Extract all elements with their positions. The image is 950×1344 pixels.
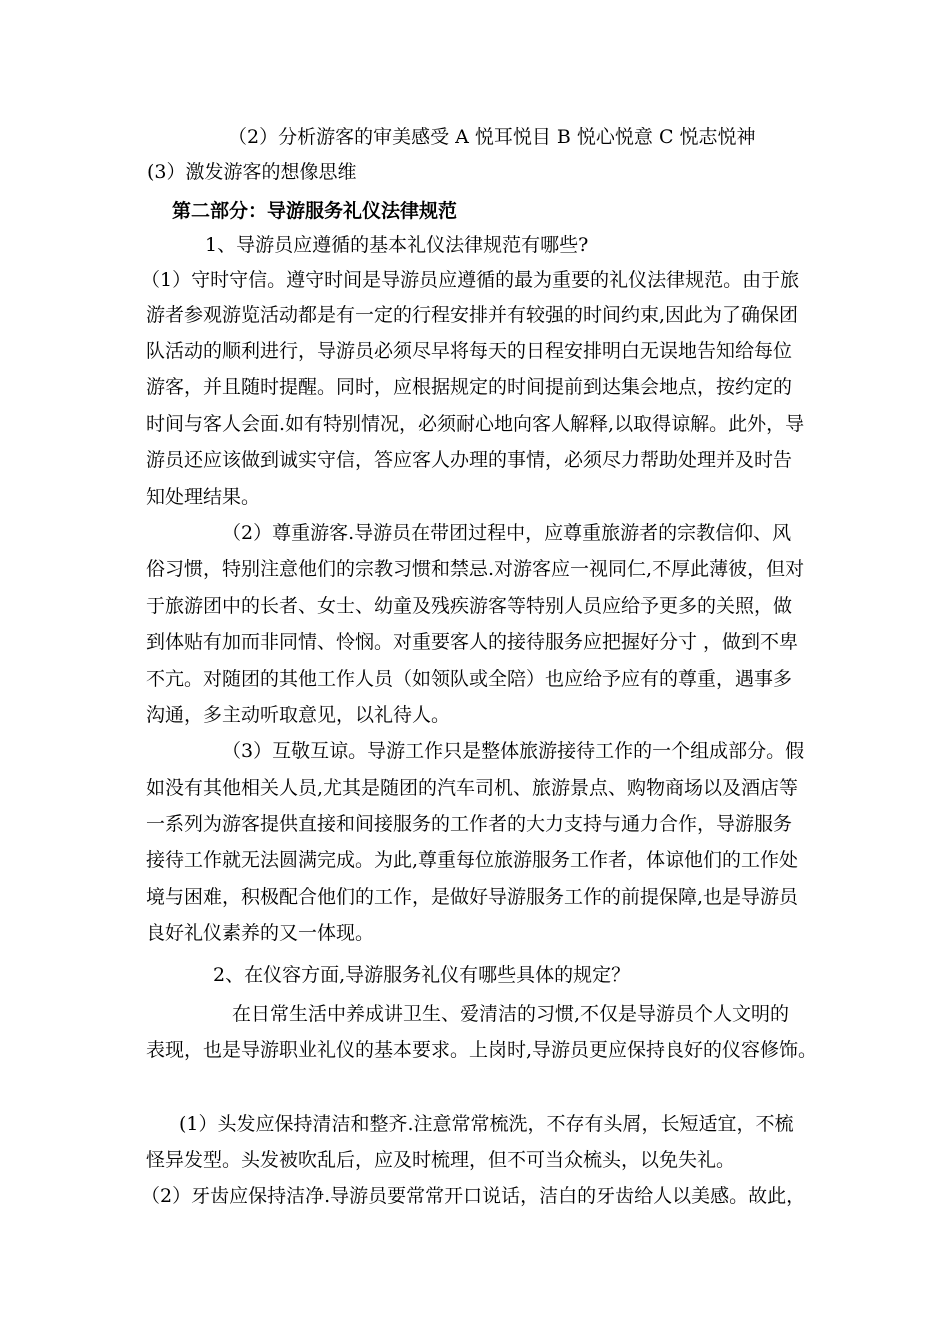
text-line: 到体贴有加而非同情、怜悯。对重要客人的接待服务应把握好分寸 ，做到不卑 [146,631,799,653]
text-line: 表现，也是导游职业礼仪的基本要求。上岗时,导游员更应保持良好的仪容修饰。 [146,1039,818,1061]
text-line: (1）头发应保持清洁和整齐.注意常常梳洗，不存有头屑，长短适宜，不梳 [179,1113,794,1135]
text-line: （2）分析游客的审美感受 A 悦耳悦目 B 悦心悦意 C 悦志悦神 [228,126,756,148]
question-heading: 2、在仪容方面,导游服务礼仪有哪些具体的规定？ [213,964,631,986]
text-line: （3）互敬互谅。导游工作只是整体旅游接待工作的一个组成部分。假 [222,740,805,762]
text-line: 游员还应该做到诚实守信，答应客人办理的事情，必须尽力帮助处理并及时告 [146,449,793,471]
text-line: 游者参观游览活动都是有一定的行程安排并有较强的时间约束,因此为了确保团 [146,304,799,326]
text-line: 于旅游团中的长者、女士、幼童及残疾游客等特别人员应给予更多的关照，做 [146,595,793,617]
text-line: 接待工作就无法圆满完成。为此,尊重每位旅游服务工作者，体谅他们的工作处 [146,849,799,871]
text-line: 良好礼仪素养的又一体现。 [146,922,375,944]
text-line: 队活动的顺利进行，导游员必须尽早将每天的日程安排明白无误地告知给每位 [146,340,793,362]
text-line: （2）牙齿应保持洁净.导游员要常常开口说话，洁白的牙齿给人以美感。故此， [141,1185,806,1207]
text-line: 境与困难，积极配合他们的工作，是做好导游服务工作的前提保障,也是导游员 [146,886,799,908]
question-heading: 1、导游员应遵循的基本礼仪法律规范有哪些? [205,234,589,256]
text-line: 知处理结果。 [146,486,261,508]
text-line: （1）守时守信。遵守时间是导游员应遵循的最为重要的礼仪法律规范。由于旅 [141,269,800,291]
text-line: 游客，并且随时提醒。同时，应根据规定的时间提前到达集会地点，按约定的 [146,376,793,398]
text-line: 怪异发型。头发被吹乱后，应及时梳理，但不可当众梳头，以免失礼。 [146,1149,736,1171]
text-line: （2）尊重游客.导游员在带团过程中，应尊重旅游者的宗教信仰、风 [222,522,792,544]
text-line: 如没有其他相关人员,尤其是随团的汽车司机、旅游景点、购物商场以及酒店等 [146,777,799,799]
text-line: 俗习惯，特别注意他们的宗教习惯和禁忌.对游客应一视同仁,不厚此薄彼，但对 [146,558,805,580]
section-heading: 第二部分：导游服务礼仪法律规范 [172,200,458,222]
text-line: (3）激发游客的想像思维 [147,161,357,183]
text-line: 一系列为游客提供直接和间接服务的工作者的大力支持与通力合作，导游服务 [146,813,793,835]
text-line: 时间与客人会面.如有特别情况，必须耐心地向客人解释,以取得谅解。此外，导 [146,413,805,435]
text-line: 在日常生活中养成讲卫生、爱清洁的习惯,不仅是导游员个人文明的 [232,1003,790,1025]
text-line: 沟通，多主动听取意见，以礼待人。 [146,704,451,726]
text-line: 不亢。对随团的其他工作人员（如领队或全陪）也应给予应有的尊重，遇事多 [146,668,793,690]
